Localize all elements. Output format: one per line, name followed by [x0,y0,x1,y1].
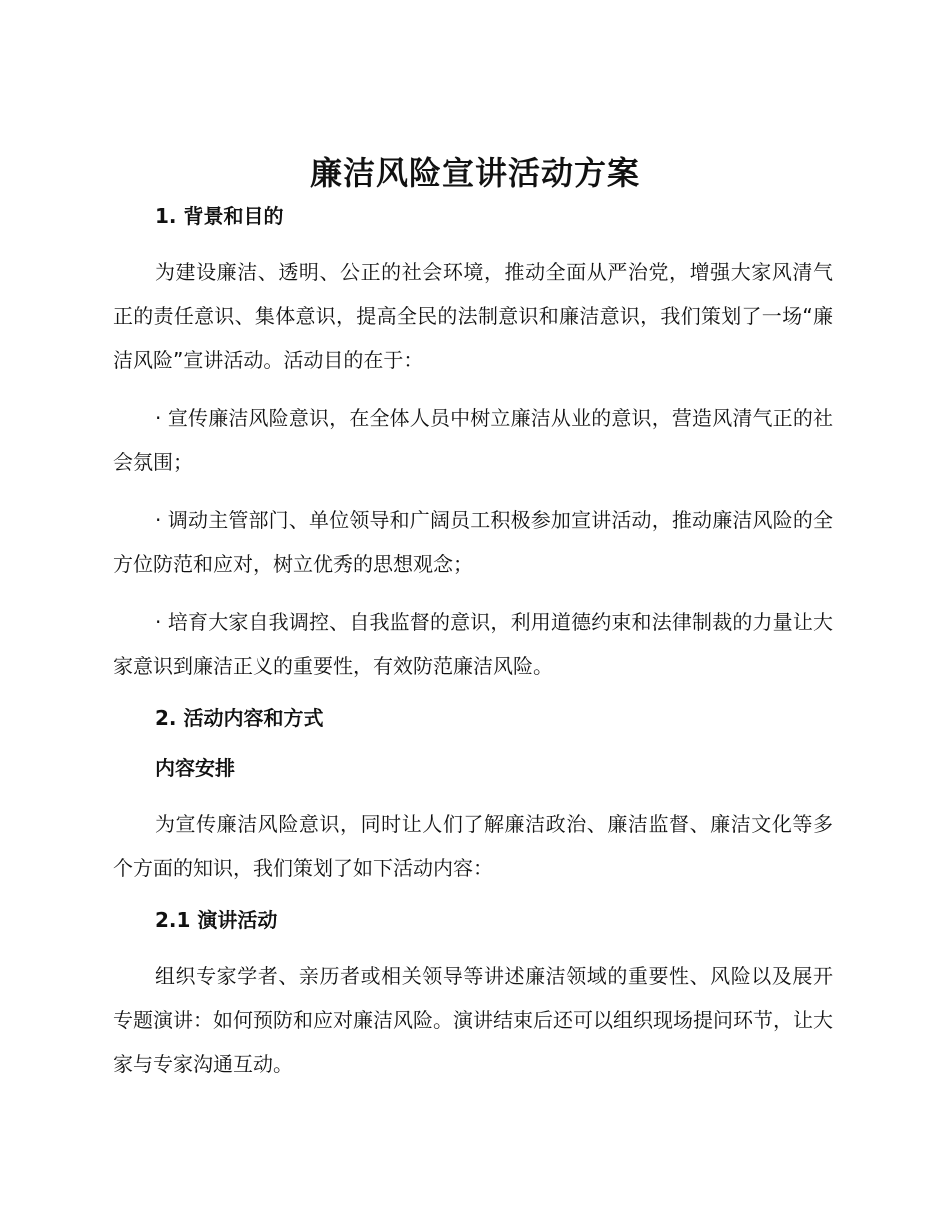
sub-heading-arrangement: 内容安排 [155,756,235,780]
section-heading-background: 1. 背景和目的 [155,204,284,228]
section-heading-speech: 2.1 演讲活动 [155,908,278,932]
paragraph-content: 为宣传廉洁风险意识，同时让人们了解廉洁政治、廉洁监督、廉洁文化等多个方面的知识，我们策划了如下活动内容： [113,812,833,880]
document-body [113,200,833,1086]
page-title: 廉洁风险宣讲活动方案 [309,154,640,192]
paragraph-speech: 组织专家学者、亲历者或相关领导等讲述廉洁领域的重要性、风险以及展开专题演讲：如何预防和应对廉洁风险。演讲结束后还可以组织现场提问环节，让大家与专家沟通互动。 [113,964,833,1076]
bullet-item-2: · 调动主管部门、单位领导和广阔员工积极参加宣讲活动，推动廉洁风险的全方位防范和应对，树立优秀的思想观念； [113,508,833,576]
section-heading-content: 2. 活动内容和方式 [155,706,324,730]
bullet-item-1: · 宣传廉洁风险意识，在全体人员中树立廉洁从业的意识，营造风清气正的社会氛围； [113,406,833,474]
paragraph-background: 为建设廉洁、透明、公正的社会环境，推动全面从严治党，增强大家风清气正的责任意识、集体意识，提高全民的法制意识和廉洁意识，我们策划了一场“廉洁风险”宣讲活动。活动目的在于： [113,260,833,372]
bullet-item-3: · 培育大家自我调控、自我监督的意识，利用道德约束和法律制裁的力量让大家意识到廉洁正义的重要性，有效防范廉洁风险。 [113,610,833,678]
